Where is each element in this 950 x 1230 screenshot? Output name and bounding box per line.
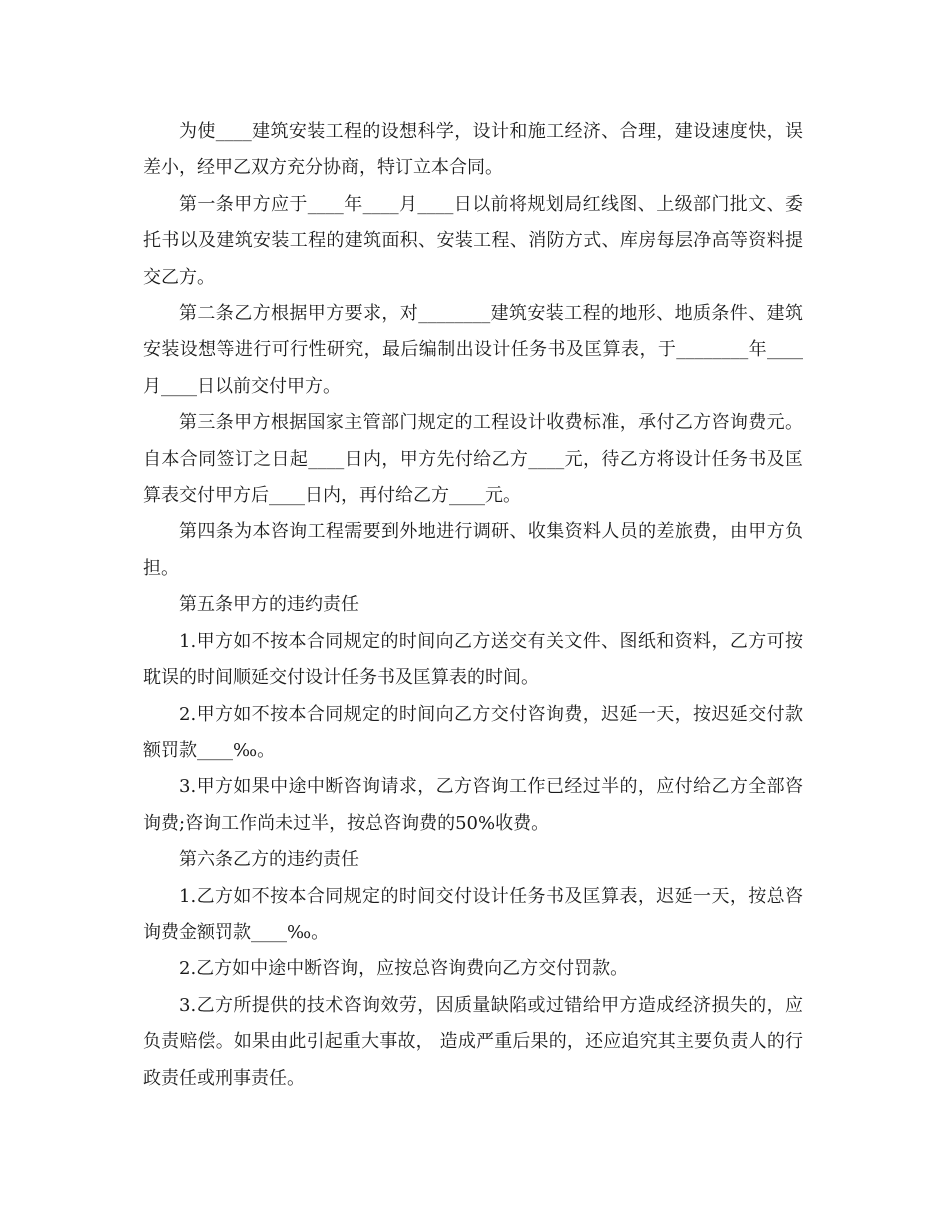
article-5-clause-3: 3.甲方如果中途中断咨询请求，乙方咨询工作已经过半的，应付给乙方全部咨询费;咨询工作尚未过半，按总咨询费的50%收费。 xyxy=(143,776,803,834)
article-6-heading: 第六条乙方的违约责任 xyxy=(179,849,359,871)
contract-body xyxy=(143,114,803,1097)
article-6-clause-3: 3.乙方所提供的技术咨询效劳，因质量缺陷或过错给甲方造成经济损失的，应负责赔偿。如果由此引起重大事故， 造成严重后果的，还应追究其主要负责人的行政责任或刑事责任。 xyxy=(143,994,803,1089)
article-5-heading: 第五条甲方的违约责任 xyxy=(179,594,359,616)
article-6-clause-2: 2.乙方如中途中断咨询，应按总咨询费向乙方交付罚款。 xyxy=(179,958,629,980)
article-3-paragraph: 第三条甲方根据国家主管部门规定的工程设计收费标准，承付乙方咨询费元。自本合同签订之日起____日内，甲方先付给乙方____元，待乙方将设计任务书及匡算表交付甲方后____日内，再付给乙方____元。 xyxy=(143,412,803,507)
article-2-paragraph: 第二条乙方根据甲方要求，对________建筑安装工程的地形、地质条件、建筑安装设想等进行可行性研究，最后编制出设计任务书及匡算表，于________年____月____日以前交付甲方。 xyxy=(143,303,803,397)
article-1-paragraph: 第一条甲方应于____年____月____日以前将规划局红线图、上级部门批文、委托书以及建筑安装工程的建筑面积、安装工程、消防方式、库房每层净高等资料提交乙方。 xyxy=(143,193,803,288)
intro-paragraph: 为使____建筑安装工程的设想科学，设计和施工经济、合理，建设速度快，误差小，经甲乙双方充分协商，特订立本合同。 xyxy=(143,121,803,179)
article-5-clause-1: 1.甲方如不按本合同规定的时间向乙方送交有关文件、图纸和资料，乙方可按耽误的时间顺延交付设计任务书及匡算表的时间。 xyxy=(143,630,803,689)
article-4-paragraph: 第四条为本咨询工程需要到外地进行调研、收集资料人员的差旅费，由甲方负担。 xyxy=(143,521,803,579)
article-6-clause-1: 1.乙方如不按本合同规定的时间交付设计任务书及匡算表，迟延一天，按总咨询费金额罚款____‰。 xyxy=(143,885,803,943)
article-5-clause-2: 2.甲方如不按本合同规定的时间向乙方交付咨询费，迟延一天，按迟延交付款额罚款____‰。 xyxy=(143,703,803,761)
